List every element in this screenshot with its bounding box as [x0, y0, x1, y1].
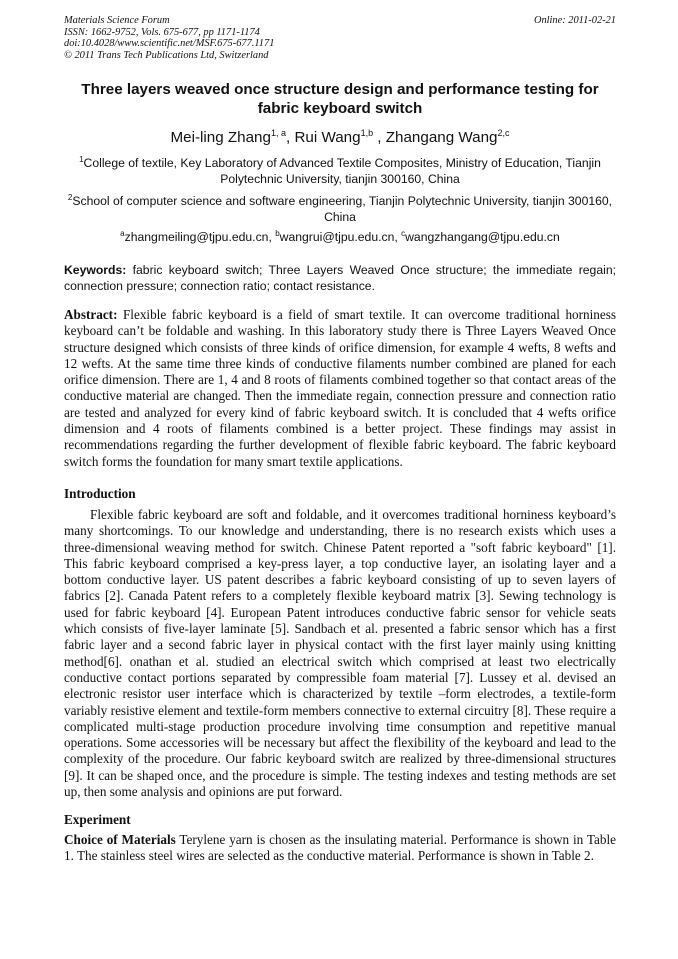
abstract-label: Abstract: — [64, 307, 118, 322]
email-address[interactable]: wangzhangang@tjpu.edu.cn — [405, 230, 560, 244]
email-marker: a — [120, 229, 125, 238]
affiliation-text: College of textile, Key Laboratory of Advanced Textile Composites, Ministry of Education, Tianjin Polytechnic University, tianjin 300160, China — [83, 156, 601, 186]
author-list — [64, 128, 616, 148]
doi-line: doi:10.4028/www.scientific.net/MSF.675-677.1171 — [64, 38, 275, 49]
email-address[interactable]: zhangmeiling@tjpu.edu.cn, — [124, 230, 276, 244]
author-name: Zhangang Wang — [385, 129, 498, 146]
author-superscript: 2,c — [497, 128, 510, 138]
keywords-block — [64, 263, 616, 294]
paper-title: Three layers weaved once structure design and performance testing for fabric keyboard switch — [81, 81, 599, 117]
keywords-label: Keywords: — [64, 263, 127, 277]
journal-header — [64, 15, 616, 61]
email-marker: b — [275, 229, 280, 238]
author-separator: , — [373, 129, 386, 146]
affiliation-marker: 2 — [67, 193, 73, 202]
materials-text: Terylene yarn is chosen as the insulating material. Performance is shown in Table 1. The stainless steel wires are selected as the conductive material. Performance is shown in Table 2. — [64, 832, 616, 864]
author-superscript: 1,b — [360, 128, 374, 138]
affiliation-text: School of computer science and software engineering, Tianjin Polytechnic University, tianjin 300160, China — [72, 194, 613, 224]
keywords-text: fabric keyboard switch; Three Layers Weaved Once structure; the immediate regain; connection pressure; connection ratio; contact resistance. — [64, 263, 616, 293]
materials-label: Choice of Materials — [64, 832, 176, 847]
online-date: Online: 2011-02-21 — [533, 15, 616, 26]
author-name: Mei-ling Zhang — [170, 129, 271, 146]
author-name: Rui Wang — [294, 129, 361, 146]
materials-paragraph — [64, 832, 616, 865]
issn-line: ISSN: 1662-9752, Vols. 675-677, pp 1171-1174 — [64, 26, 260, 38]
email-list — [64, 229, 616, 245]
email-marker: c — [401, 229, 406, 238]
journal-name: Materials Science Forum — [64, 15, 170, 26]
experiment-heading: Experiment — [64, 812, 131, 827]
introduction-heading: Introduction — [64, 486, 136, 501]
copyright-line: © 2011 Trans Tech Publications Ltd, Switzerland — [64, 49, 269, 61]
abstract-block — [64, 307, 616, 470]
affiliation-1 — [64, 155, 616, 187]
author-superscript: 1, a — [270, 128, 286, 138]
email-address[interactable]: wangrui@tjpu.edu.cn, — [279, 230, 402, 244]
author-separator: , — [285, 129, 295, 146]
affiliation-2 — [64, 193, 616, 225]
introduction-paragraph: Flexible fabric keyboard are soft and foldable, and it overcomes traditional horniness keyboard’s many shortcomings. To our knowledge and understanding, there is no research exists which uses a three-dimensional weaving method for switch. Chinese Patent reported a "soft fabric keyboard" [1]. This fabric keyboard comprised a key-press layer, a top conductive layer, an isolating layer and a bottom conductive layer. US patent describes a fabric keyboard consisting of up to seven layers of fabrics [2]. Canada Patent refers to a completely flexible keyboard matrix [3]. Sewing technology is used for fabric keyboard [4]. European Patent introduces conductive fabric sensor for vehicle seats which consists of five-layer laminate [5]. Sandbach et al. presented a fabric sensor which has a first fabric layer and a second fabric layer in physical contact with the first layer mainly using knitting method[6]. onathan et al. studied an electrical switch which comprised at least two electrically conductive contact portions separated by compressible foam material [7]. Lussey et al. devised an electronic resistor user interface which is characterized by textile –form electrodes, a textile-form variably resistive element and textile-form members connective to external circuitry [8]. These require a complicated multi-stage production procedure involving time consumption and repetitive manual operations. Some accessories will be necessary but affect the flexibility of the keyboard and lead to the complexity of the procedure. Our fabric keyboard switch are realized by three-dimensional structures [9]. It can be shaped once, and the procedure is simple. The testing indexes and testing methods are set up, then some analysis and opinions are put forward. — [64, 507, 616, 800]
abstract-text: Flexible fabric keyboard is a field of smart textile. It can overcome traditional horniness keyboard can’t be foldable and washing. In this laboratory study there is Three Layers Weaved Once structure designed which consists of three kinds of orifice dimension, for example 4 wefts, 8 wefts and 12 wefts. At the same time three kinds of conductive filaments number combined are planed for each orifice dimension. There are 1, 4 and 8 roots of filaments combined together so that contact areas of the conductive material are changed. Then the immediate regain, connection pressure and connection ratio are tested and analyzed for every kind of fabric keyboard switch. It is concluded that 4 wefts orifice dimension and 4 roots of filaments combined is a better project. These findings may assist in recommendations regarding the further development of flexible fabric keyboard. The fabric keyboard switch forms the foundation for many smart textile applications. — [64, 307, 616, 469]
affiliation-marker: 1 — [79, 155, 84, 164]
